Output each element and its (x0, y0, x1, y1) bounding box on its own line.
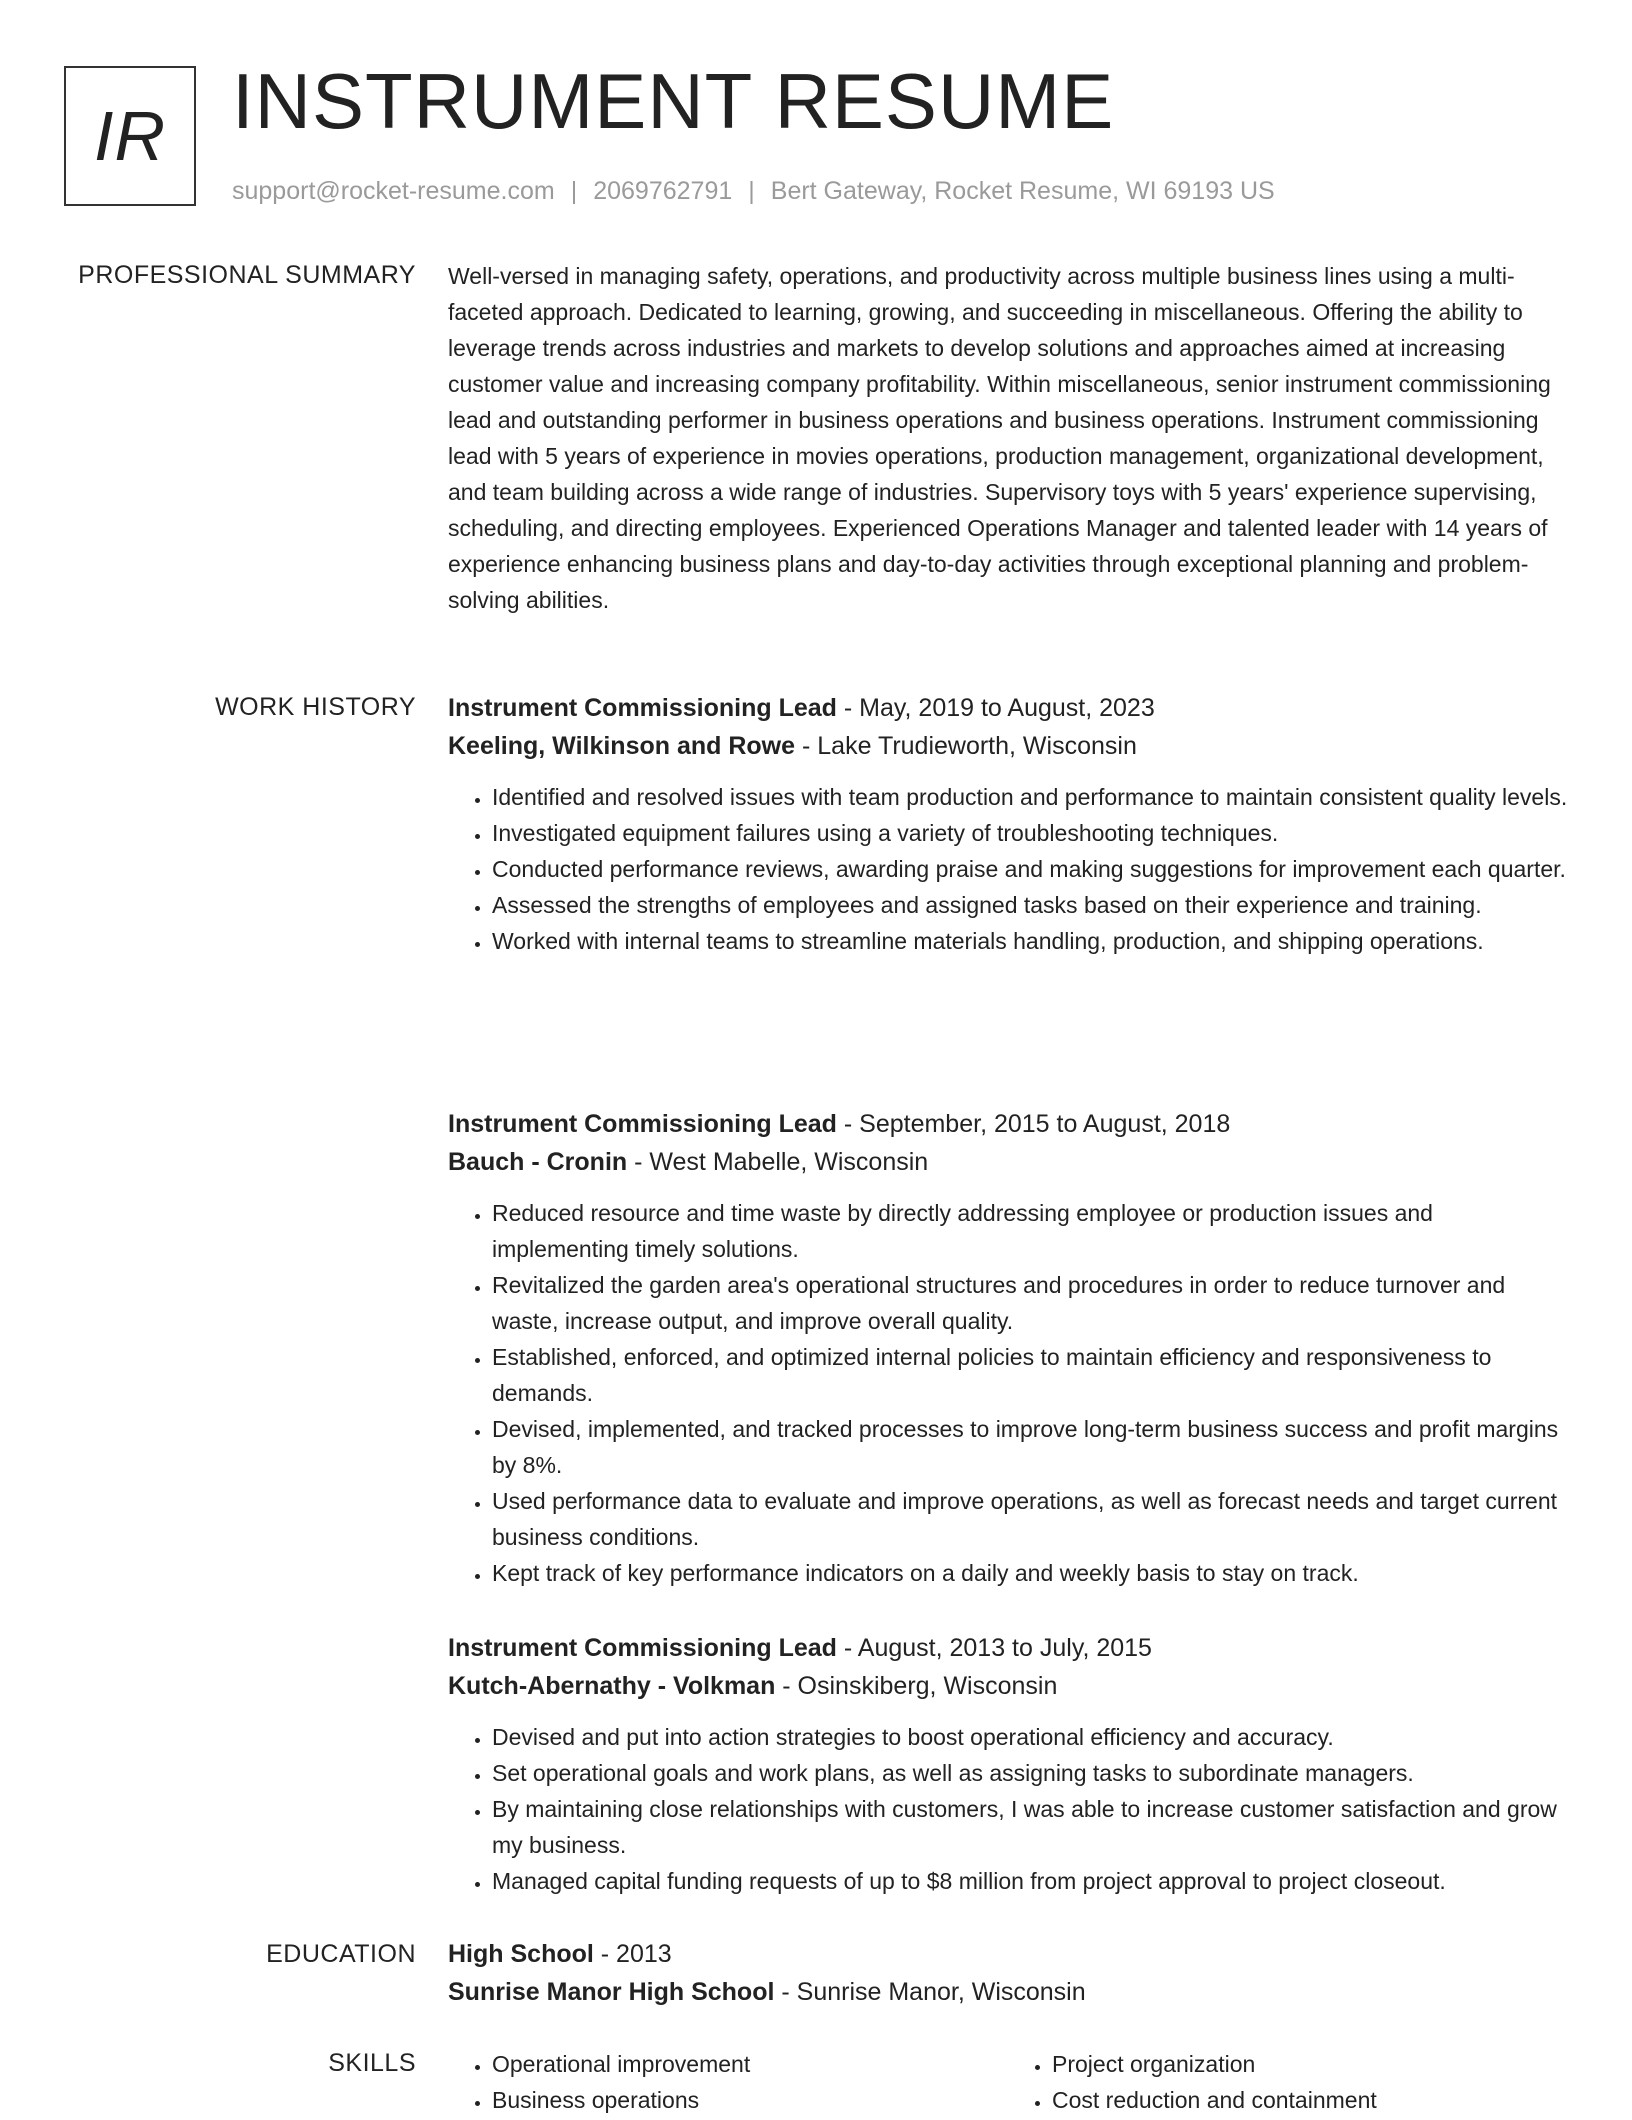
job-duty: • Reduced resource and time waste by directly addressing employee or production issues and implementing timely solutions. (492, 1195, 1568, 1267)
job-location: - Lake Trudieworth, Wisconsin (795, 732, 1137, 760)
job-duties (448, 1719, 1568, 1899)
job-location: - Osinskiberg, Wisconsin (775, 1672, 1058, 1700)
job-dates: - September, 2015 to August, 2018 (836, 1110, 1231, 1138)
job-duty: • Revitalized the garden area's operational structures and procedures in order to reduce turnover and waste, increase output, and improve overall quality. (492, 1267, 1568, 1339)
job-title-line (448, 689, 1568, 727)
job-dates: - May, 2019 to August, 2023 (836, 694, 1155, 722)
skill-item: • Cost reduction and containment (1052, 2082, 1568, 2118)
job-duties (448, 1195, 1568, 1591)
education-heading: EDUCATION (266, 1940, 416, 1968)
job-duty: • By maintaining close relationships with customers, I was able to increase customer satisfaction and grow my business. (492, 1791, 1568, 1863)
work-history-heading: WORK HISTORY (215, 693, 416, 721)
job-duty: • Worked with internal teams to streamline materials handling, production, and shipping operations. (492, 923, 1568, 959)
contact-email: support@rocket-resume.com (232, 177, 555, 205)
job-title-line (448, 1105, 1568, 1143)
job-title: Instrument Commissioning Lead (448, 1634, 837, 1662)
education-location: - Sunrise Manor, Wisconsin (774, 1978, 1086, 2006)
job-duty: • Managed capital funding requests of up to $8 million from project approval to project closeout. (492, 1863, 1568, 1899)
job-company-line (448, 1143, 1568, 1181)
education-section (448, 1935, 1568, 2011)
monogram-initials: IR (94, 97, 166, 175)
education-degree: High School (448, 1940, 594, 1968)
contact-phone: 2069762791 (593, 177, 733, 205)
skills-list-left (448, 2046, 1008, 2118)
contact-separator: | (570, 177, 578, 205)
skills-columns (448, 2046, 1568, 2118)
job-duty: • Used performance data to evaluate and improve operations, as well as forecast needs and target current business conditions. (492, 1483, 1568, 1555)
job-dates: - August, 2013 to July, 2015 (836, 1634, 1152, 1662)
job-company-line (448, 1667, 1568, 1705)
job-duty: • Devised and put into action strategies to boost operational efficiency and accuracy. (492, 1719, 1568, 1755)
job-company: Bauch - Cronin (448, 1148, 628, 1176)
job-duty: • Identified and resolved issues with team production and performance to maintain consistent quality levels. (492, 779, 1568, 815)
job-location: - West Mabelle, Wisconsin (627, 1148, 929, 1176)
skills-heading: SKILLS (328, 2049, 416, 2077)
job-company: Keeling, Wilkinson and Rowe (448, 732, 796, 760)
monogram-box (64, 66, 196, 206)
job-entry (448, 1629, 1568, 1899)
summary-section (448, 258, 1568, 618)
job-title: Instrument Commissioning Lead (448, 1110, 837, 1138)
job-duties (448, 779, 1568, 959)
job-duty: • Kept track of key performance indicators on a daily and weekly basis to stay on track. (492, 1555, 1568, 1591)
contact-separator: | (748, 177, 755, 205)
job-entry (448, 689, 1568, 959)
job-duty: • Conducted performance reviews, awarding praise and making suggestions for improvement each quarter. (492, 851, 1568, 887)
contact-line (232, 174, 1275, 208)
education-degree-line (448, 1935, 1568, 1973)
education-school-line (448, 1973, 1568, 2011)
education-school: Sunrise Manor High School (448, 1978, 775, 2006)
job-duty: • Investigated equipment failures using a variety of troubleshooting techniques. (492, 815, 1568, 851)
summary-heading: PROFESSIONAL SUMMARY (78, 261, 416, 289)
job-duty: • Established, enforced, and optimized internal policies to maintain efficiency and responsiveness to demands. (492, 1339, 1568, 1411)
skill-item: • Project organization (1052, 2046, 1568, 2082)
summary-text: Well-versed in managing safety, operations, and productivity across multiple business lines using a multi-faceted approach. Dedicated to learning, growing, and succeeding in miscellaneous. Offering the ability to leverage trends across industries and markets to develop solutions and approaches aimed at increasing customer value and increasing company profitability. Within miscellaneous, senior instrument commissioning lead and outstanding performer in business operations and business operations. Instrument commissioning lead with 5 years of experience in movies operations, production management, organizational development, and team building across a wide range of industries. Supervisory toys with 5 years' experience supervising, scheduling, and directing employees. Experienced Operations Manager and talented leader with 14 years of experience enhancing business plans and day-to-day activities through exceptional planning and problem-solving abilities. (448, 263, 1551, 613)
job-title-line (448, 1629, 1568, 1667)
skill-item: • Business operations (492, 2082, 1008, 2118)
education-year: - 2013 (593, 1940, 672, 1968)
job-company: Kutch-Abernathy - Volkman (448, 1672, 776, 1700)
skills-list-right (1008, 2046, 1568, 2118)
skill-item: • Operational improvement (492, 2046, 1008, 2082)
job-company-line (448, 727, 1568, 765)
job-title: Instrument Commissioning Lead (448, 694, 837, 722)
contact-address: Bert Gateway, Rocket Resume, WI 69193 US (770, 177, 1275, 205)
job-entry (448, 1105, 1568, 1591)
skills-section (448, 2046, 1568, 2118)
resume-name: INSTRUMENT RESUME (232, 57, 1115, 145)
job-duty: • Set operational goals and work plans, as well as assigning tasks to subordinate managers. (492, 1755, 1568, 1791)
job-duty: • Devised, implemented, and tracked processes to improve long-term business success and profit margins by 8%. (492, 1411, 1568, 1483)
job-duty: • Assessed the strengths of employees and assigned tasks based on their experience and training. (492, 887, 1568, 923)
